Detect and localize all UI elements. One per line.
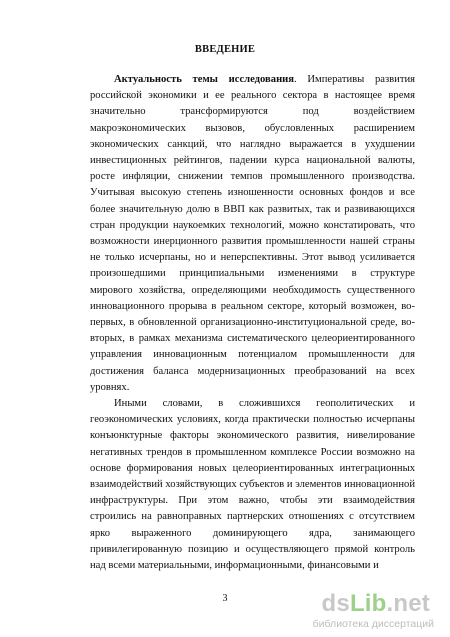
paragraph-1-text: . Императивы развития российской экономики и ее реального сектора в настоящее время значительно трансформируются под воздействием макроэкономических вызовов, обусловленных расширением экономических санкций, что наглядно выражается в ухудшении инвестиционных рейтингов, падении курса национальной валюты, росте инфляции, снижении темпов промышленного производства. Учитывая высокую степень изношенности основных фондов и все более значительную долю в ВВП как развитых, так и развивающихся стран продукции наукоемких технологий, можно констатировать, что возможности инерционного развития промышленности нашей страны не только исчерпаны, но и неперспективны. Этот вывод усиливается произошедшими принципиальными изменениями в структуре мирового хозяйства, определяющими необходимость существенного инновационного прорыва в реальном секторе, который возможен, во-первых, в обновленной организационно-институциональной среде, во-вторых, в рамках механизма систематического целеориентированного управления инновационным потенциалом промышленности для достижения баланса модернизационных преобразований на всех уровнях. [90,74,415,393]
watermark [296,590,436,632]
document-body [90,72,415,574]
watermark-logo: dsLib.net [321,590,430,617]
page-number: 3 [222,593,228,604]
paragraph-2: Иными словами, в сложившихся геополитических и геоэкономических условиях, когда практически полностью исчерпаны конъюнктурные факторы экономического развития, нивелирование негативных трендов в промышленном комплексе России возможно на основе формирования новых целеориентированных интеграционных взаимодействий хозяйствующих субъектов и элементов инновационной инфраструктуры. При этом важно, чтобы эти взаимодействия строились на равноправных партнерских отношениях с отсутствием ярко выраженного доминирующего ядра, занимающего привилегированную позицию и осуществляющего прямой контроль над всеми материальными, информационными, финансовыми и [90,398,415,572]
page-title: ВВЕДЕНИЕ [194,44,256,55]
watermark-subtitle: библиотека диссертаций [312,618,434,630]
topic-relevance-label: Актуальность темы исследования [114,74,295,85]
paragraph-1 [90,72,415,396]
